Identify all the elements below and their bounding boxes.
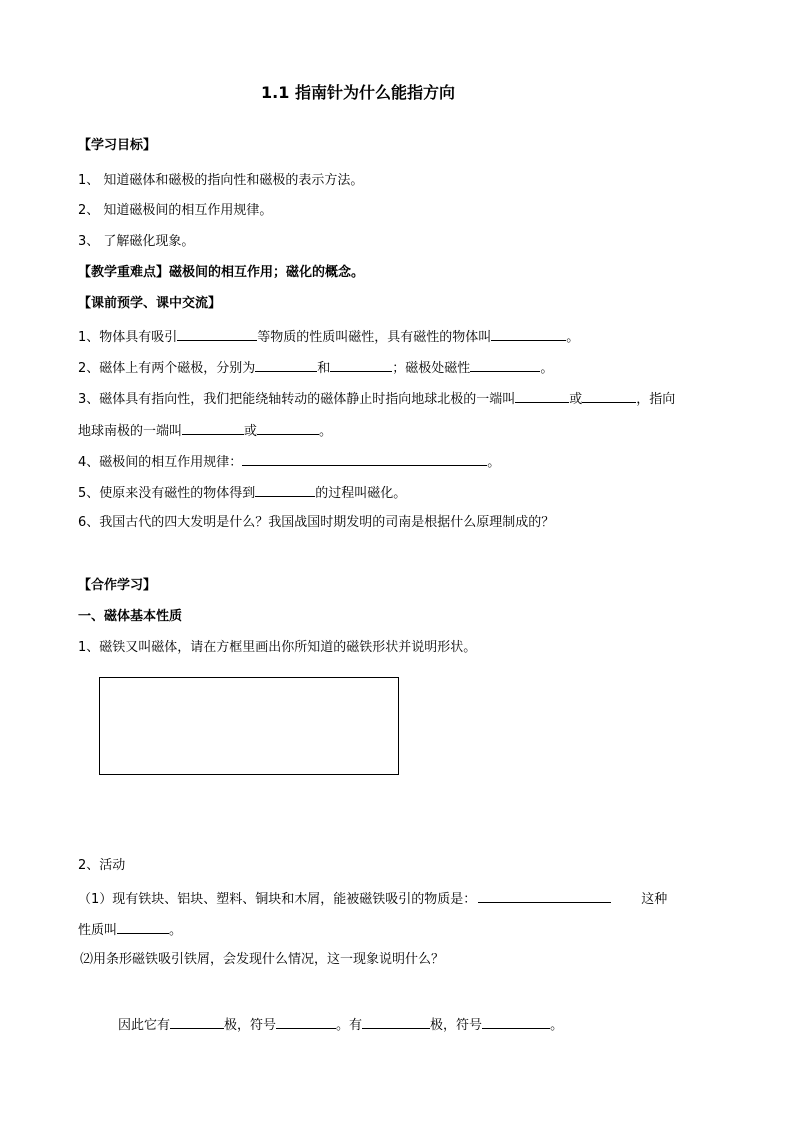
q4-text: 。 bbox=[487, 455, 501, 470]
act1-text: 这种 bbox=[641, 892, 668, 907]
preview-q5 bbox=[78, 483, 406, 503]
fill-blank[interactable] bbox=[117, 920, 169, 934]
q3-text: ，指向 bbox=[636, 392, 676, 407]
fill-blank[interactable] bbox=[242, 452, 487, 466]
q3-text: 。 bbox=[319, 424, 333, 439]
act3-text: 极，符号 bbox=[224, 1018, 277, 1033]
drawing-box[interactable] bbox=[99, 677, 399, 775]
activity-q1-line1 bbox=[78, 889, 667, 909]
q2-text: 2、磁体上有两个磁极，分别为 bbox=[78, 361, 256, 376]
preview-heading: 【课前预学、课中交流】 bbox=[78, 296, 222, 311]
goals-heading: 【学习目标】 bbox=[78, 138, 157, 153]
part1-heading: 一、磁体基本性质 bbox=[78, 609, 183, 624]
key-points-line bbox=[78, 264, 364, 282]
fill-blank[interactable] bbox=[478, 889, 611, 903]
q2-text: 和 bbox=[317, 361, 331, 376]
preview-q4 bbox=[78, 452, 500, 472]
q2-text: 。 bbox=[540, 361, 554, 376]
key-points-label: 【教学重难点】 bbox=[78, 265, 170, 280]
q5-text: 5、使原来没有磁性的物体得到 bbox=[78, 486, 256, 501]
part1-q1: 1、磁铁又叫磁体，请在方框里画出你所知道的磁铁形状并说明形状。 bbox=[78, 640, 477, 655]
goal-item: 2、 知道磁极间的相互作用规律。 bbox=[78, 203, 273, 218]
fill-blank[interactable] bbox=[515, 389, 569, 403]
preview-q1 bbox=[78, 327, 579, 347]
goal-item: 3、 了解磁化现象。 bbox=[78, 234, 195, 249]
act1-text: 性质叫 bbox=[78, 923, 118, 938]
activity-q1-line2 bbox=[78, 920, 182, 940]
q4-text: 4、磁极间的相互作用规律： bbox=[78, 455, 243, 470]
q1-text: 等物质的性质叫磁性，具有磁性的物体叫 bbox=[257, 330, 492, 345]
act1-text: 。 bbox=[169, 923, 183, 938]
fill-blank[interactable] bbox=[330, 358, 392, 372]
activity-q3 bbox=[118, 1015, 563, 1035]
fill-blank[interactable] bbox=[255, 358, 317, 372]
goal-item: 1、 知道磁体和磁极的指向性和磁极的表示方法。 bbox=[78, 173, 364, 188]
q3-text: 或 bbox=[569, 392, 583, 407]
key-points-text: 磁极间的相互作用；磁化的概念。 bbox=[169, 265, 365, 280]
q5-text: 的过程叫磁化。 bbox=[315, 486, 407, 501]
act3-text: 。有 bbox=[336, 1018, 363, 1033]
q3-text: 地球南极的一端叫 bbox=[78, 424, 183, 439]
act1-text: （1）现有铁块、铝块、塑料、铜块和木屑，能被磁铁吸引的物质是： bbox=[78, 892, 477, 907]
preview-q6: 6、我国古代的四大发明是什么？我国战国时期发明的司南是根据什么原理制成的？ bbox=[78, 515, 555, 530]
q3-text: 3、磁体具有指向性，我们把能绕轴转动的磁体静止时指向地球北极的一端叫 bbox=[78, 392, 516, 407]
fill-blank[interactable] bbox=[276, 1015, 336, 1029]
act3-text: 。 bbox=[550, 1018, 564, 1033]
fill-blank[interactable] bbox=[491, 327, 566, 341]
q2-text: ；磁极处磁性 bbox=[392, 361, 471, 376]
preview-q3-line2 bbox=[78, 421, 332, 441]
coop-heading: 【合作学习】 bbox=[78, 578, 157, 593]
fill-blank[interactable] bbox=[470, 358, 540, 372]
preview-q2 bbox=[78, 358, 553, 378]
q1-text: 。 bbox=[566, 330, 580, 345]
act3-text: 因此它有 bbox=[118, 1018, 171, 1033]
activity-label: 2、活动 bbox=[78, 858, 126, 873]
q3-text: 或 bbox=[244, 424, 258, 439]
fill-blank[interactable] bbox=[257, 421, 319, 435]
fill-blank[interactable] bbox=[362, 1015, 430, 1029]
fill-blank[interactable] bbox=[170, 1015, 224, 1029]
activity-q2: ⑵用条形磁铁吸引铁屑，会发现什么情况，这一现象说明什么？ bbox=[80, 952, 445, 967]
preview-q3-line1 bbox=[78, 389, 675, 409]
act3-text: 极，符号 bbox=[430, 1018, 483, 1033]
q1-text: 1、物体具有吸引 bbox=[78, 330, 178, 345]
fill-blank[interactable] bbox=[582, 389, 636, 403]
fill-blank[interactable] bbox=[182, 421, 244, 435]
page-title: 1.1 指南针为什么能指方向 bbox=[261, 83, 455, 102]
fill-blank[interactable] bbox=[255, 483, 315, 497]
fill-blank[interactable] bbox=[482, 1015, 550, 1029]
fill-blank[interactable] bbox=[177, 327, 257, 341]
